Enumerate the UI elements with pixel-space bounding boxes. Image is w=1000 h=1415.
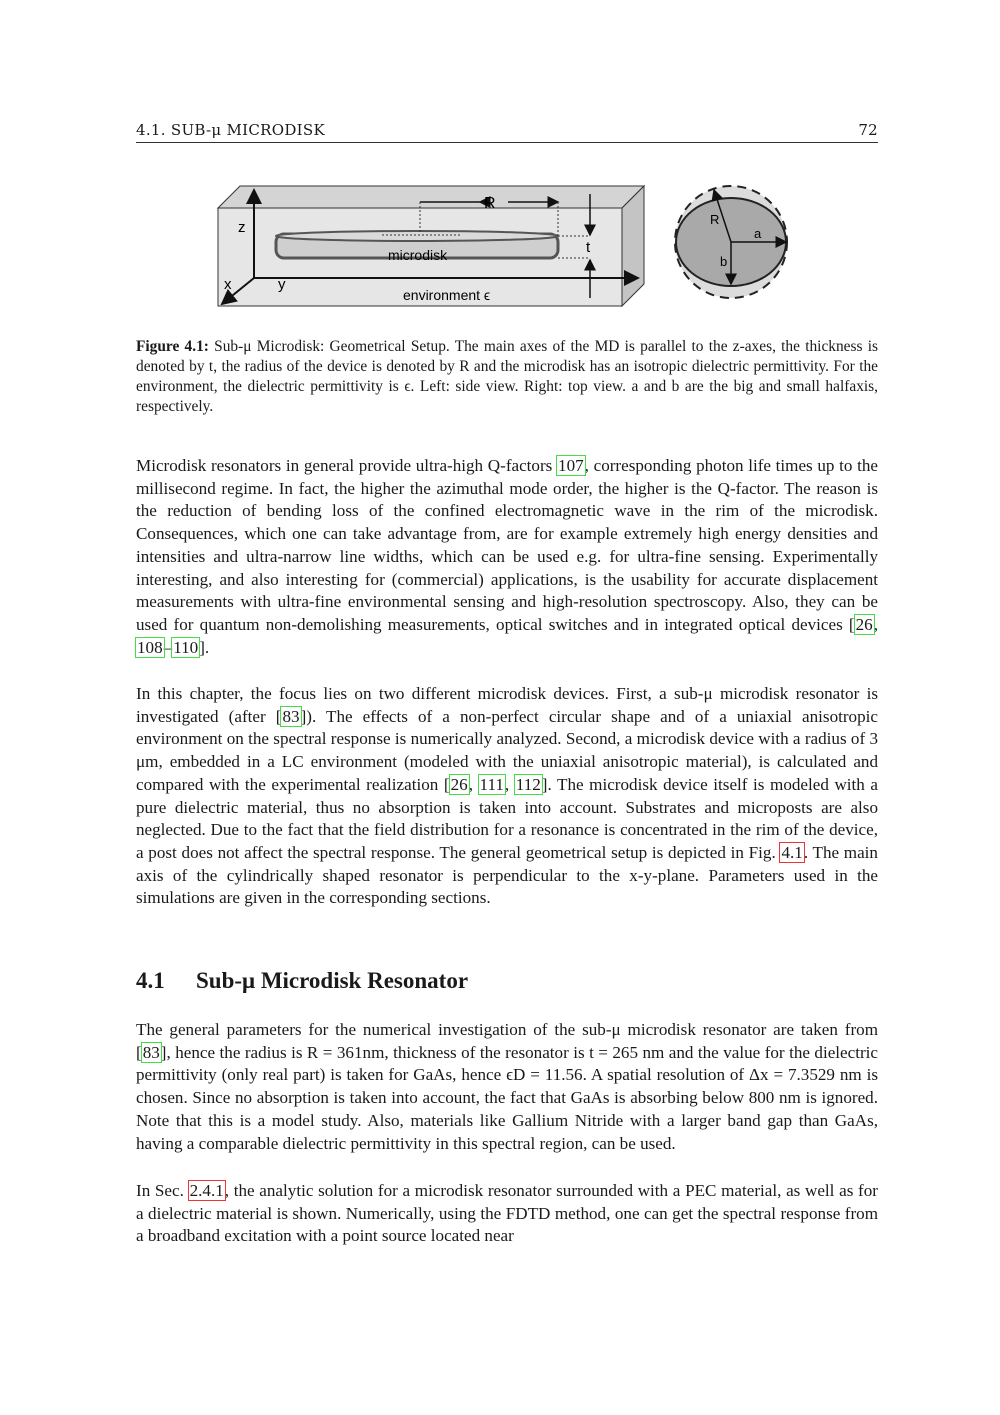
text-run: In this chapter, the focus lies on two different microdisk devices. First, a sub-μ microdisk resonator is investigated (after [ <box>136 684 878 726</box>
figure-caption <box>136 337 878 417</box>
page-number: 72 <box>858 121 878 139</box>
text-run: ], hence the radius is R = 361nm, thickness of the resonator is t = 265 nm and the value for the dielectric permittivity (only real part) is taken for GaAs, hence ϵD = 11.56. A spatial resolution of Δx = 7.3529 nm is chosen. Since no absorption is taken into account, the fact that GaAs is absorbing below 800 nm is ignored. Note that this is a model study. Also, materials like Gallium Nitride with a larger band gap than GaAs, having a comparable dielectric permittivity in this spectral region, can be used. <box>136 1042 878 1153</box>
label-b: b <box>720 254 728 269</box>
text-run: , corresponding photon life times up to the millisecond regime. In fact, the higher the azimuthal mode order, the higher is the Q-factor. The reason is the reduction of bending loss of the confined electromagnetic wave in the rim of the microdisk. Consequences, which one can take advantage from, are for example extremely high energy densities and intensities and ultra-narrow line widths, which can be used e.g. for ultra-fine sensing. Experimentally interesting, and also interesting for (commercial) applications, is the usability for accurate displacement measurements with ultra-fine environmental sensing and high-resolution spectroscopy. Also, they can be used for quantum non-demolishing measurements, optical switches and in integrated optical devices [ <box>136 456 879 634</box>
text-run: . The main axis of the cylindrically shaped resonator is perpendicular to the x-y-plane. Parameters used in the simulations are given in the corresponding sections. <box>136 842 878 908</box>
running-header <box>136 120 878 143</box>
citation-link[interactable]: 26 <box>855 614 873 634</box>
citation-link[interactable]: 108 <box>137 637 163 657</box>
label-t: t <box>586 239 591 256</box>
text-run: Microdisk resonators in general provide ultra-high Q-factors <box>136 456 558 475</box>
citation-link[interactable]: 107 <box>558 456 584 475</box>
paragraph-intro <box>136 455 878 659</box>
text-run: , <box>468 774 479 794</box>
label-a: a <box>754 226 762 241</box>
text-run: , the analytic solution for a microdisk resonator surrounded with a PEC material, as well as for a dielectric material is shown. Numerically, using the FDTD method, one can get the spectral response from a broadband excitation with a point source located near <box>136 1181 878 1246</box>
figure-geometry-diagram <box>210 178 800 313</box>
paragraph-analytic-solution <box>136 1180 878 1248</box>
text-run: ]. The microdisk device itself is modeled with a pure dielectric material, thus no absorption is taken into account. Substrates and microposts are also neglected. Due to the fact that the field distribution for a resonance is concentrated in the rim of the device, a post does not affect the spectral response. The general geometrical setup is depicted in Fig. <box>136 774 879 862</box>
paragraph-parameters <box>136 1019 878 1155</box>
section-heading <box>136 968 468 994</box>
citation-link[interactable]: 111 <box>479 774 504 794</box>
section-number: 4.1 <box>136 968 165 993</box>
figure-crossref-link[interactable]: 4.1 <box>781 842 803 862</box>
text-run: The general parameters for the numerical investigation of the sub-μ microdisk resonator are taken from [ <box>136 1020 878 1062</box>
text-run: ]). The effects of a non-perfect circular shape and of a uniaxial anisotropic environment on the spectral response is numerically analyzed. Second, a microdisk device with a radius of 3 μm, embedded in a LC environment (modeled with the uniaxial anisotropic material), is calculated and compared with the experimental realization [ <box>136 706 878 794</box>
header-title: 4.1. SUB-μ MICRODISK <box>136 121 325 139</box>
label-y: y <box>278 276 286 293</box>
citation-link[interactable]: 112 <box>515 774 541 794</box>
citation-link[interactable]: 110 <box>173 637 199 657</box>
label-z: z <box>238 219 246 236</box>
citation-link[interactable]: 83 <box>282 706 300 726</box>
paragraph-chapter-overview <box>136 683 878 910</box>
text-run: – <box>163 637 173 657</box>
text-run: ]. <box>199 637 210 657</box>
citation-link[interactable]: 26 <box>450 774 468 794</box>
label-R-side: R <box>484 195 496 212</box>
label-R-top: R <box>710 212 720 227</box>
text-run: , <box>873 614 878 634</box>
top-view <box>675 186 787 298</box>
label-x: x <box>224 276 232 293</box>
section-title: Sub-μ Microdisk Resonator <box>196 968 469 993</box>
text-run: , <box>504 774 515 794</box>
caption-label: Figure 4.1: <box>136 338 209 355</box>
section-crossref-link[interactable]: 2.4.1 <box>189 1181 224 1200</box>
label-environment: environment ϵ <box>403 287 491 303</box>
label-microdisk: microdisk <box>388 247 448 263</box>
text-run: In Sec. <box>136 1181 189 1200</box>
citation-link[interactable]: 83 <box>142 1042 160 1062</box>
caption-text: Sub-μ Microdisk: Geometrical Setup. The main axes of the MD is parallel to the z-axes, the thickness is denoted by t, the radius of the device is denoted by R and the microdisk has an isotropic dielectric permittivity. For the environment, the dielectric permittivity is ϵ. Left: side view. Right: top view. a and b are the big and small halfaxis, respectively. <box>136 338 878 415</box>
